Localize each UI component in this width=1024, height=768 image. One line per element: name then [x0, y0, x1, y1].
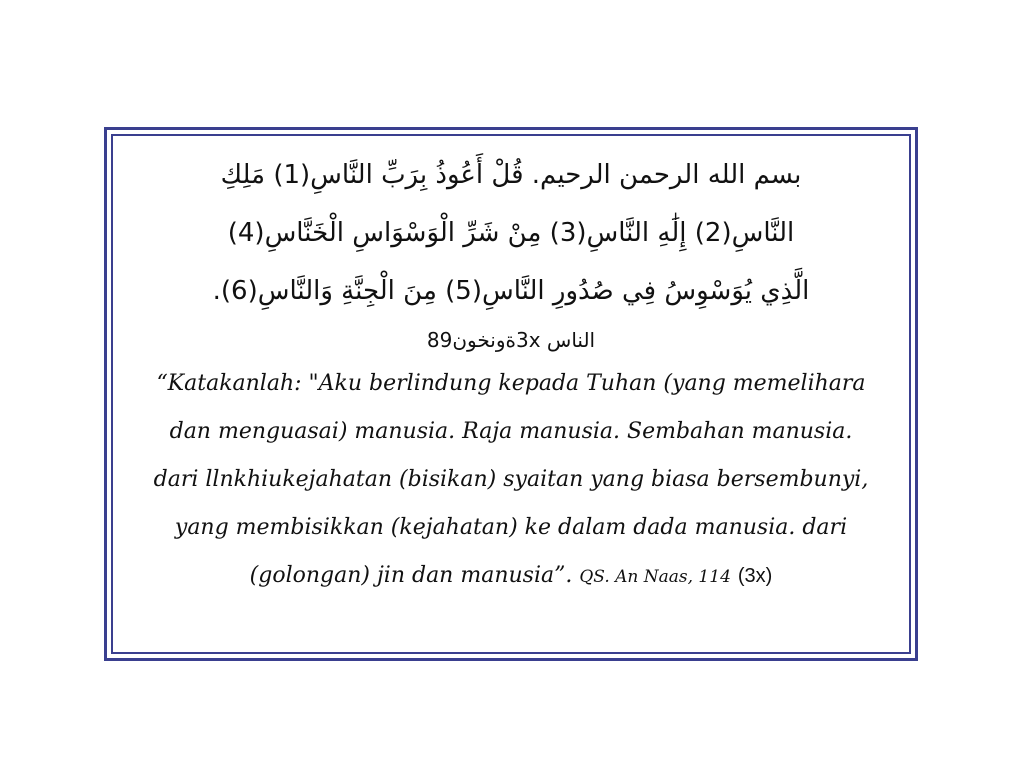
surah-reference: QS. An Naas, 114	[579, 567, 731, 587]
translation-line-4: yang membisikkan (kejahatan) ke dalam dada manusia. dari	[174, 515, 848, 540]
arabic-line-1: بسم الله الرحمن الرحيم. قُلْ أَعُوذُ بِرَبِّ النَّاسِ(1) مَلِكِ	[220, 160, 802, 190]
slide-content	[121, 146, 901, 601]
translation-line-3: dari llnkhiukejahatan (bisikan) syaitan yang biasa bersembunyi,	[153, 467, 869, 492]
translation-line-5	[121, 552, 901, 601]
translation-line-1: “Katakanlah: "Aku berlindung kepada Tuhan (yang memelihara	[156, 371, 866, 396]
border-frame-inner	[111, 134, 911, 654]
translation-last: (golongan) jin dan manusia”.	[249, 563, 573, 588]
arabic-note: الناس 3xةونخون89	[426, 328, 596, 352]
translation-line-2: dan menguasai) manusia. Raja manusia. Sembahan manusia.	[169, 419, 853, 444]
arabic-line-2: النَّاسِ(2) إِلَٰهِ النَّاسِ(3) مِنْ شَرِّ الْوَسْوَاسِ الْخَنَّاسِ(4)	[227, 218, 795, 248]
border-frame-outer	[104, 127, 918, 661]
repeat-count: (3x)	[737, 565, 773, 587]
arabic-line-3: الَّذِي يُوَسْوِسُ فِي صُدُورِ النَّاسِ(5) مِنَ الْجِنَّةِ وَالنَّاسِ(6).	[212, 276, 810, 306]
